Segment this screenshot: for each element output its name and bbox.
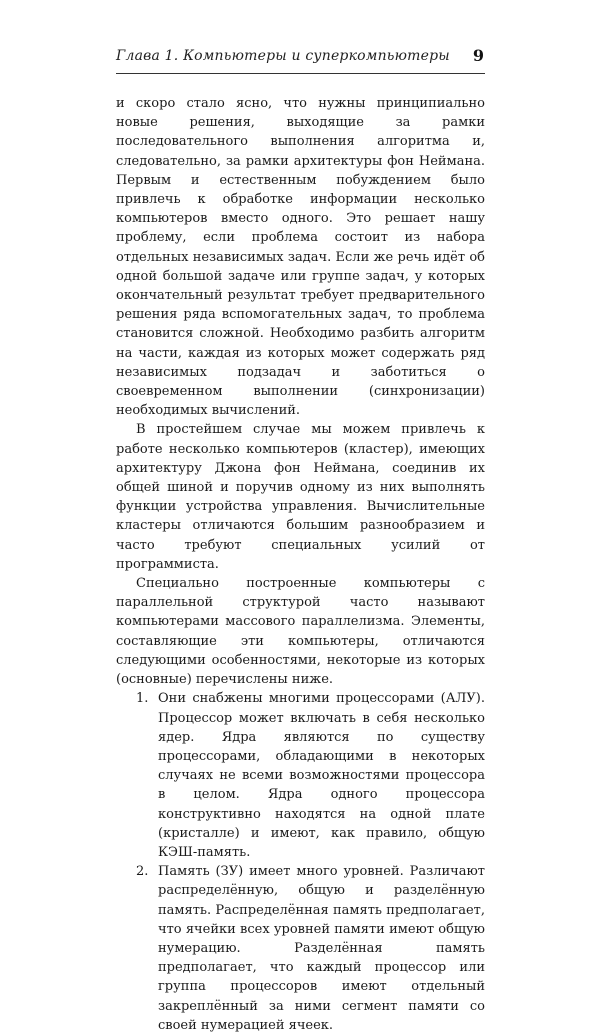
feature-list: [116, 689, 485, 1035]
list-item-text: Память (ЗУ) имеет много уровней. Различают распределённую, общую и разделённую память. Распределённая память предполагает, что ячейки всех уровней памяти имеют общую нумерацию. Разделённая память предполагает, что каждый процессор или группа процессоров имеют отдельный закреплённый за ними сегмент памяти со своей нумерацией ячеек.: [158, 864, 485, 1033]
list-item-number: 1.: [136, 691, 149, 707]
running-header: [116, 48, 484, 70]
body-text: [116, 94, 485, 1035]
page-number: 9: [472, 46, 484, 65]
list-item-text: Они снабжены многими процессорами (АЛУ). Процессор может включать в себя несколько ядер. Ядра являются по существу процессорами, обладающими в некоторых случаях не всеми возможностями процессора в целом. Ядра одного процессора конструктивно находятся на одной плате (кристалле) и имеют, как правило, общую КЭШ-память.: [158, 691, 485, 860]
list-item: [116, 862, 485, 1035]
chapter-title: Глава 1. Компьютеры и суперкомпьютеры: [116, 48, 450, 64]
header-rule: [116, 73, 485, 74]
paragraph: В простейшем случае мы можем привлечь к работе несколько компьютеров (кластер), имеющих архитектуру Джона фон Неймана, соединив их общей шиной и поручив одному из них выполнять функции устройства управления. Вычислительные кластеры отличаются большим разнообразием и часто требуют специальных усилий от программиста.: [116, 422, 485, 572]
list-item-number: 2.: [136, 864, 149, 880]
list-item: [116, 689, 485, 862]
paragraph: и скоро стало ясно, что нужны принципиально новые решения, выходящие за рамки последовательного выполнения алгоритма и, следовательно, за рамки архитектуры фон Неймана. Первым и естественным побуждением было привлечь к обработке информации несколько компьютеров вместо одного. Это решает нашу проблему, если проблема состоит из набора отдельных независимых задач. Если же речь идёт об одной большой задаче или группе задач, у которых окончательный результат требует предварительного решения ряда вспомогательных задач, то проблема становится сложной. Необходимо разбить алгоритм на части, каждая из которых может содержать ряд независимых подзадач и заботиться о своевременном выполнении (синхронизации) необходимых вычислений.: [116, 96, 485, 419]
paragraph: Специально построенные компьютеры с параллельной структурой часто называют компьютерами массового параллелизма. Элементы, составляющие эти компьютеры, отличаются следующими особенностями, некоторые из которых (основные) перечислены ниже.: [116, 576, 485, 688]
